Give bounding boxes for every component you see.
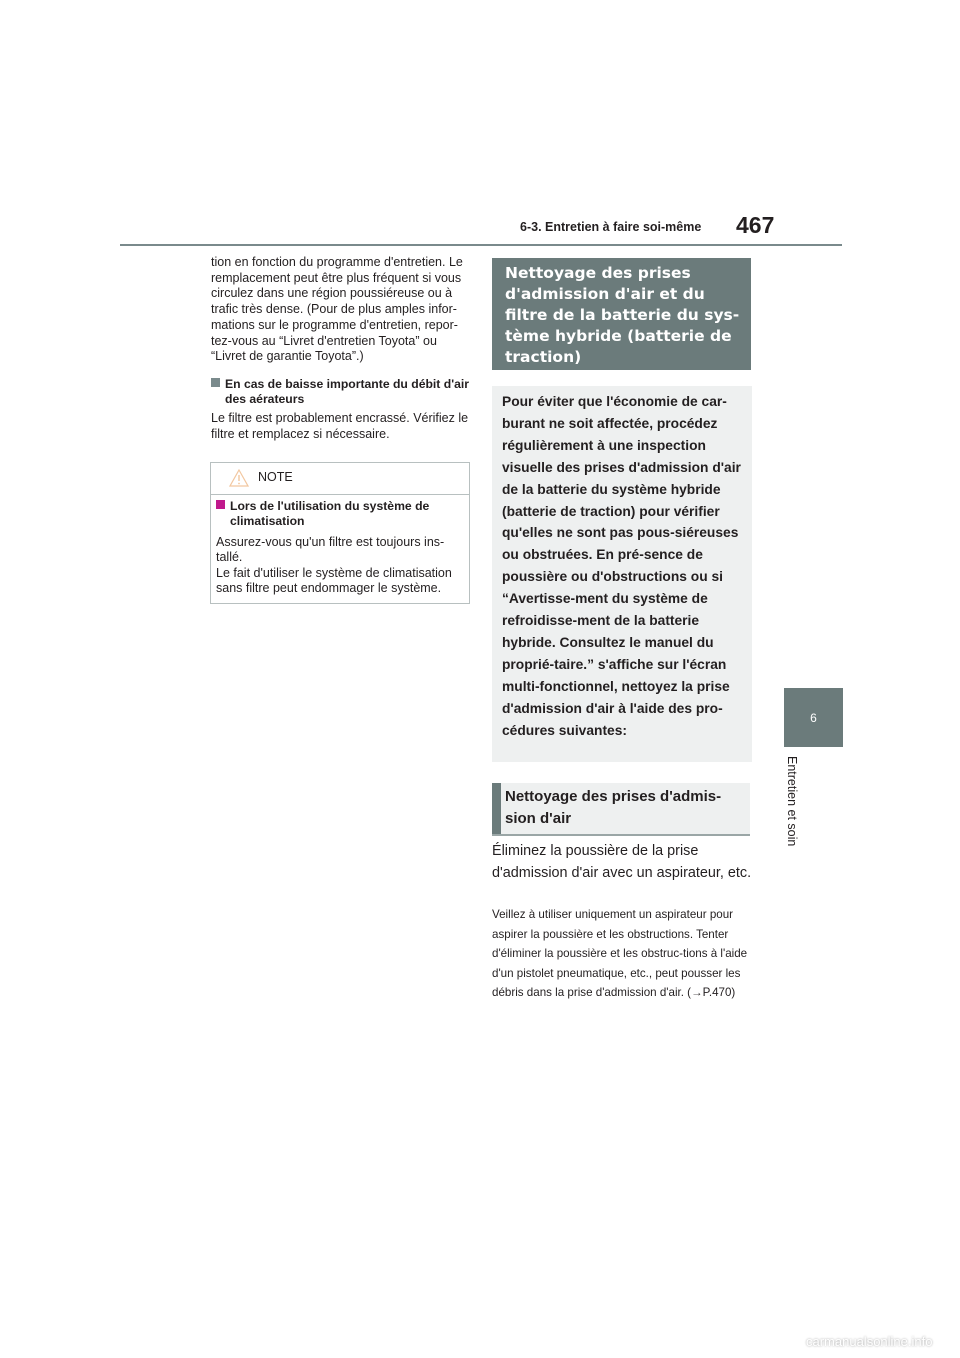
intro-paragraph: tion en fonction du programme d'entretien. Le remplacement peut être plus fréquent si vous circulez dans une région poussiéreuse ou à trafic très dense. (Pour de plus amples infor-mations sur le programme d'entretien, repor-tez-vous au “Livret d'entretien Toyota” ou “Livret de garantie Toyota”.): [211, 255, 463, 364]
sub-section-banner: [492, 783, 750, 836]
page-number: 467: [736, 212, 775, 238]
section-banner: [492, 258, 751, 370]
sub-paragraph: Le filtre est probablement encrassé. Vérifiez le filtre et remplacez si nécessaire.: [211, 411, 469, 441]
watermark: carmanualsonline.info: [806, 1334, 933, 1349]
caution-triangle-icon: [229, 469, 249, 487]
note-paragraph: Le fait d'utiliser le système de climatisation sans filtre peut endommager le système.: [216, 566, 452, 595]
chapter-label-text: Entretien et soin: [785, 756, 799, 847]
note-heading: [216, 499, 464, 529]
warning-panel: [492, 386, 752, 762]
step-detail-paragraph: Veillez à utiliser uniquement un aspirateur pour aspirer la poussière et les obstructions. Tenter d'éliminer la poussière et les obstruc-tions à l'aide d'un pistolet pneumatique, etc., peut pousser les débris dans la prise d'admission d'air. (→P.470): [492, 908, 748, 999]
chapter-label: [785, 756, 809, 866]
warning-text: Pour éviter que l'économie de car-burant ne soit affectée, procédez régulièrement à une inspection visuelle des prises d'admission d'air de la batterie du système hybride (batterie de traction) pour vérifier qu'elles ne sont pas pous-siéreuses ou obstruées. En pré-sence de poussière ou d'obstructions ou si “Avertisse-ment du système de refroidisse-ment de la batterie hybride. Consultez le manuel du proprié-taire.” s'affiche sur l'écran multi-fonctionnel, nettoyez la prise d'admission d'air à l'aide des pro-cédures suivantes:: [502, 394, 741, 738]
sub-section-title: Nettoyage des prises d'admis-sion d'air: [505, 788, 722, 827]
sub-heading: [211, 377, 473, 407]
section-banner-title: Nettoyage des prises d'admission d'air et du filtre de la batterie du sys-tème hybride (batterie de traction): [505, 264, 740, 366]
header-rule: [120, 244, 842, 246]
note-label: NOTE: [258, 470, 293, 484]
note-heading-text: Lors de l'utilisation du système de climatisation: [230, 499, 430, 528]
sub-heading-text: En cas de baisse importante du débit d'air des aérateurs: [225, 377, 469, 406]
sub-section-accent-bar: [492, 783, 501, 834]
step-paragraph: Éliminez la poussière de la prise d'admission d'air avec un aspirateur, etc.: [492, 843, 752, 881]
chapter-number: 6: [810, 710, 817, 725]
square-bullet-icon: [216, 500, 225, 509]
note-box: [210, 462, 470, 604]
note-paragraph: Assurez-vous qu'un filtre est toujours ins-tallé.: [216, 535, 445, 564]
square-bullet-icon: [211, 378, 220, 387]
chapter-tab[interactable]: [784, 688, 843, 747]
note-header: [211, 463, 469, 495]
section-title: 6-3. Entretien à faire soi-même: [520, 220, 702, 234]
